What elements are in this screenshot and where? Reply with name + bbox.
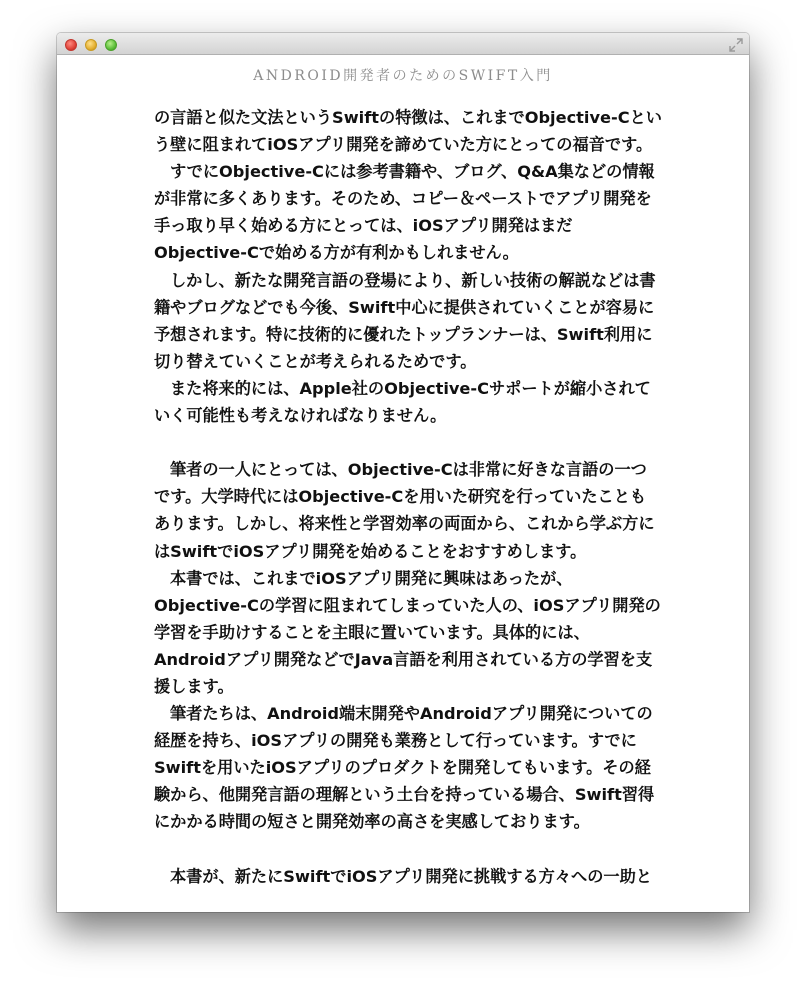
text-line: 切り替えていくことが考えられるためです。 [154, 351, 477, 371]
text-line: しかし、新たな開発言語の登場により、新しい技術の解説などは書 [170, 270, 656, 290]
text-line: また将来的には、Apple社のObjective-Cサポートが縮小されて [170, 378, 651, 398]
text-line: にかかる時間の短さと開発効率の高さを実感しております。 [154, 812, 590, 832]
text-line: Objective-Cの学習に阻まれてしまっていた人の、iOSアプリ開発の [154, 595, 661, 615]
text-line: 本書では、これまでiOSアプリ開発に興味はあったが、 [170, 568, 573, 588]
text-line: 験から、他開発言語の理解という土台を持っている場合、Swift習得 [154, 785, 655, 805]
text-line: が非常に多くあります。そのため、コピー＆ペーストでアプリ開発を [154, 189, 652, 209]
text-line: 援します。 [154, 676, 234, 696]
running-head: ANDROID開発者のためのSWIFT入門 [253, 68, 553, 84]
zoom-icon[interactable] [105, 39, 117, 51]
text-line: 本書が、新たにSwiftでiOSアプリ開発に挑戦する方々への一助と [170, 866, 652, 886]
text-line: あります。しかし、将来性と学習効率の両面から、これから学ぶ方に [154, 514, 655, 534]
text-line: すでにObjective-Cには参考書籍や、ブログ、Q&A集などの情報 [170, 162, 655, 182]
text-line: 手っ取り早く始める方にとっては、iOSアプリ開発はまだ [154, 216, 573, 236]
title-bar [57, 33, 749, 55]
text-line: はSwiftでiOSアプリ開発を始めることをおすすめします。 [154, 541, 587, 561]
paragraph-gap [154, 836, 654, 863]
fullscreen-icon[interactable] [729, 38, 743, 52]
text-line: の言語と似た文法というSwiftの特徴は、これまでObjective-Cとい [154, 108, 662, 127]
close-icon[interactable] [65, 39, 77, 51]
text-line: です。大学時代にはObjective-Cを用いた研究を行っていたことも [154, 487, 647, 507]
page-body [154, 104, 662, 890]
text-line: う壁に阻まれてiOSアプリ開発を諦めていた方にとっての福音です。 [154, 135, 653, 155]
text-line: Androidアプリ開発などでJava言語を利用されている方の学習を支 [154, 649, 653, 669]
text-line: 経歴を持ち、iOSアプリの開発も業務として行っています。すでに [154, 731, 637, 751]
paragraph-gap [154, 429, 654, 456]
text-line: Swiftを用いたiOSアプリのプロダクトを開発してもいます。その経 [154, 758, 651, 778]
text-line: 籍やブログなどでも今後、Swift中心に提供されていくことが容易に [154, 297, 655, 317]
text-line: いく可能性も考えなければなりません。 [154, 406, 447, 426]
text-line: 予想されます。特に技術的に優れたトップランナーは、Swift利用に [154, 324, 653, 344]
minimize-icon[interactable] [85, 39, 97, 51]
text-line: 筆者たちは、Android端末開発やAndroidアプリ開発についての [170, 704, 653, 724]
reader-window [57, 33, 749, 912]
book-page [57, 55, 749, 912]
text-line: Objective-Cで始める方が有利かもしれません。 [154, 243, 519, 263]
text-line: 学習を手助けすることを主眼に置いています。具体的には、 [154, 622, 590, 642]
text-line: 筆者の一人にとっては、Objective-Cは非常に好きな言語の一つ [170, 460, 647, 480]
